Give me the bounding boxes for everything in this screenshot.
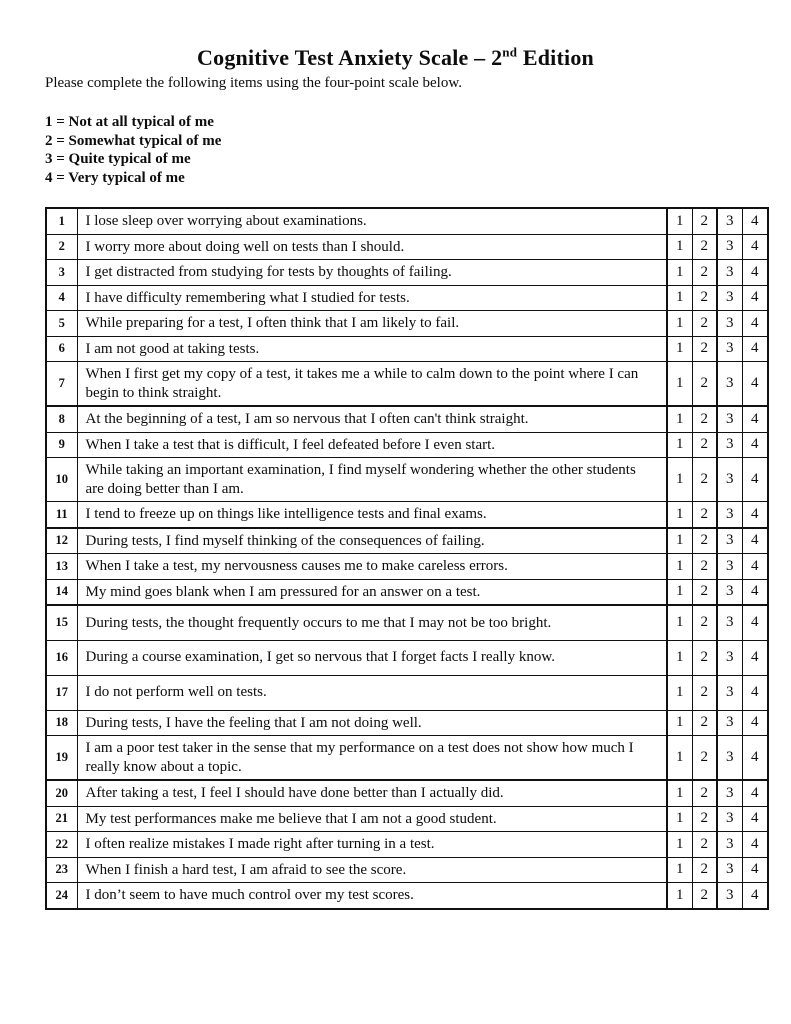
rating-option-1[interactable]: 1 [667,640,692,675]
rating-option-4[interactable]: 4 [742,311,768,337]
rating-option-1[interactable]: 1 [667,857,692,883]
item-statement: I have difficulty remembering what I studied for tests. [77,285,667,311]
item-number: 17 [46,675,77,710]
rating-option-4[interactable]: 4 [742,780,768,806]
rating-option-1[interactable]: 1 [667,336,692,362]
rating-option-3[interactable]: 3 [717,640,742,675]
table-row [46,406,768,432]
legend-item: 1 = Not at all typical of me [45,114,214,130]
rating-option-3[interactable]: 3 [717,883,742,909]
table-row [46,554,768,580]
item-number: 15 [46,605,77,640]
item-statement: After taking a test, I feel I should have done better than I actually did. [77,780,667,806]
item-number: 21 [46,806,77,832]
rating-option-2[interactable]: 2 [692,832,717,858]
table-row [46,208,768,234]
rating-option-1[interactable]: 1 [667,675,692,710]
rating-scale-legend [45,113,791,187]
rating-option-1[interactable]: 1 [667,285,692,311]
item-number: 14 [46,579,77,605]
table-row [46,736,768,781]
rating-option-3[interactable]: 3 [717,780,742,806]
rating-option-3[interactable]: 3 [717,736,742,781]
rating-option-1[interactable]: 1 [667,832,692,858]
rating-option-4[interactable]: 4 [742,736,768,781]
rating-option-1[interactable]: 1 [667,780,692,806]
table-row [46,832,768,858]
rating-option-2[interactable]: 2 [692,780,717,806]
items-table [45,207,769,910]
rating-option-3[interactable]: 3 [717,234,742,260]
item-statement: I tend to freeze up on things like intelligence tests and final exams. [77,502,667,528]
item-statement: My mind goes blank when I am pressured for an answer on a test. [77,579,667,605]
table-row [46,780,768,806]
instruction-text: Please complete the following items using the four-point scale below. [45,75,462,91]
table-row [46,710,768,736]
item-number: 24 [46,883,77,909]
table-row [46,528,768,554]
rating-option-3[interactable]: 3 [717,458,742,502]
rating-option-3[interactable]: 3 [717,710,742,736]
rating-option-2[interactable]: 2 [692,605,717,640]
item-statement: I lose sleep over worrying about examinations. [77,208,667,234]
item-statement: I get distracted from studying for tests by thoughts of failing. [77,260,667,286]
item-number: 23 [46,857,77,883]
rating-option-4[interactable]: 4 [742,640,768,675]
rating-option-4[interactable]: 4 [742,710,768,736]
rating-option-1[interactable]: 1 [667,458,692,502]
item-number: 13 [46,554,77,580]
page-title [0,44,791,71]
item-statement: During a course examination, I get so nervous that I forget facts I really know. [77,640,667,675]
table-row [46,458,768,502]
rating-option-3[interactable]: 3 [717,362,742,407]
item-number: 6 [46,336,77,362]
rating-option-3[interactable]: 3 [717,311,742,337]
item-statement: When I first get my copy of a test, it takes me a while to calm down to the point where I can begin to think straight. [77,362,667,407]
rating-option-2[interactable]: 2 [692,234,717,260]
title-superscript: nd [502,44,518,60]
item-number: 19 [46,736,77,781]
item-statement: While preparing for a test, I often think that I am likely to fail. [77,311,667,337]
item-number: 11 [46,502,77,528]
rating-option-1[interactable]: 1 [667,234,692,260]
title-suffix: Edition [517,45,594,70]
rating-option-3[interactable]: 3 [717,336,742,362]
rating-option-2[interactable]: 2 [692,260,717,286]
rating-option-4[interactable]: 4 [742,554,768,580]
item-statement: My test performances make me believe that I am not a good student. [77,806,667,832]
item-statement: During tests, I have the feeling that I am not doing well. [77,710,667,736]
rating-option-4[interactable]: 4 [742,883,768,909]
table-row [46,806,768,832]
rating-option-1[interactable]: 1 [667,406,692,432]
title-text: Cognitive Test Anxiety Scale – 2 [197,45,503,70]
rating-option-1[interactable]: 1 [667,710,692,736]
rating-option-1[interactable]: 1 [667,208,692,234]
rating-option-1[interactable]: 1 [667,736,692,781]
rating-option-3[interactable]: 3 [717,285,742,311]
rating-option-1[interactable]: 1 [667,579,692,605]
item-statement: During tests, the thought frequently occurs to me that I may not be too bright. [77,605,667,640]
item-number: 3 [46,260,77,286]
rating-option-3[interactable]: 3 [717,857,742,883]
table-row [46,336,768,362]
item-statement: I am not good at taking tests. [77,336,667,362]
rating-option-2[interactable]: 2 [692,458,717,502]
table-row [46,883,768,909]
rating-option-1[interactable]: 1 [667,883,692,909]
rating-option-1[interactable]: 1 [667,502,692,528]
rating-option-3[interactable]: 3 [717,832,742,858]
rating-option-4[interactable]: 4 [742,285,768,311]
rating-option-4[interactable]: 4 [742,260,768,286]
rating-option-2[interactable]: 2 [692,311,717,337]
rating-option-3[interactable]: 3 [717,432,742,458]
rating-option-2[interactable]: 2 [692,362,717,407]
rating-option-2[interactable]: 2 [692,432,717,458]
rating-option-4[interactable]: 4 [742,806,768,832]
rating-option-4[interactable]: 4 [742,336,768,362]
item-statement: I am a poor test taker in the sense that my performance on a test does not show how much I really know about a topic. [77,736,667,781]
item-statement: I often realize mistakes I made right after turning in a test. [77,832,667,858]
table-row [46,857,768,883]
rating-option-3[interactable]: 3 [717,502,742,528]
item-number: 2 [46,234,77,260]
table-row [46,285,768,311]
rating-option-3[interactable]: 3 [717,605,742,640]
rating-option-2[interactable]: 2 [692,806,717,832]
table-row [46,640,768,675]
item-number: 8 [46,406,77,432]
item-statement: When I take a test, my nervousness causes me to make careless errors. [77,554,667,580]
table-row [46,234,768,260]
item-statement: I do not perform well on tests. [77,675,667,710]
table-row [46,260,768,286]
rating-option-2[interactable]: 2 [692,208,717,234]
rating-option-4[interactable]: 4 [742,502,768,528]
table-row [46,605,768,640]
rating-option-4[interactable]: 4 [742,605,768,640]
rating-option-4[interactable]: 4 [742,208,768,234]
legend-item: 4 = Very typical of me [45,169,185,186]
rating-option-2[interactable]: 2 [692,675,717,710]
item-statement: During tests, I find myself thinking of the consequences of failing. [77,528,667,554]
rating-option-4[interactable]: 4 [742,857,768,883]
rating-option-2[interactable]: 2 [692,528,717,554]
rating-option-2[interactable]: 2 [692,502,717,528]
rating-option-2[interactable]: 2 [692,579,717,605]
rating-option-2[interactable]: 2 [692,640,717,675]
rating-option-2[interactable]: 2 [692,336,717,362]
rating-option-4[interactable]: 4 [742,234,768,260]
table-row [46,579,768,605]
item-number: 20 [46,780,77,806]
rating-option-4[interactable]: 4 [742,432,768,458]
rating-option-4[interactable]: 4 [742,362,768,407]
rating-option-2[interactable]: 2 [692,857,717,883]
rating-option-4[interactable]: 4 [742,406,768,432]
table-row [46,502,768,528]
rating-option-3[interactable]: 3 [717,579,742,605]
table-row [46,311,768,337]
rating-option-1[interactable]: 1 [667,605,692,640]
table-row [46,432,768,458]
rating-option-2[interactable]: 2 [692,883,717,909]
rating-option-4[interactable]: 4 [742,579,768,605]
rating-option-4[interactable]: 4 [742,458,768,502]
item-number: 1 [46,208,77,234]
rating-option-3[interactable]: 3 [717,675,742,710]
item-statement: When I take a test that is difficult, I feel defeated before I even start. [77,432,667,458]
item-number: 16 [46,640,77,675]
rating-option-2[interactable]: 2 [692,736,717,781]
rating-option-2[interactable]: 2 [692,554,717,580]
item-statement: At the beginning of a test, I am so nervous that I often can't think straight. [77,406,667,432]
legend-item: 3 = Quite typical of me [45,151,191,167]
item-number: 22 [46,832,77,858]
item-number: 12 [46,528,77,554]
rating-option-3[interactable]: 3 [717,208,742,234]
item-number: 10 [46,458,77,502]
item-statement: I worry more about doing well on tests than I should. [77,234,667,260]
rating-option-1[interactable]: 1 [667,806,692,832]
item-number: 4 [46,285,77,311]
rating-option-1[interactable]: 1 [667,311,692,337]
items-table-body [46,208,768,909]
item-statement: I don’t seem to have much control over my test scores. [77,883,667,909]
rating-option-1[interactable]: 1 [667,528,692,554]
item-statement: When I finish a hard test, I am afraid to see the score. [77,857,667,883]
rating-option-2[interactable]: 2 [692,710,717,736]
item-number: 18 [46,710,77,736]
rating-option-2[interactable]: 2 [692,406,717,432]
rating-option-3[interactable]: 3 [717,260,742,286]
rating-option-4[interactable]: 4 [742,675,768,710]
item-statement: While taking an important examination, I find myself wondering whether the other students are doing better than I am. [77,458,667,502]
rating-option-3[interactable]: 3 [717,806,742,832]
rating-option-1[interactable]: 1 [667,362,692,407]
item-number: 5 [46,311,77,337]
rating-option-1[interactable]: 1 [667,432,692,458]
table-row [46,362,768,407]
legend-item: 2 = Somewhat typical of me [45,132,222,149]
rating-option-3[interactable]: 3 [717,554,742,580]
table-row [46,675,768,710]
rating-option-3[interactable]: 3 [717,528,742,554]
rating-option-3[interactable]: 3 [717,406,742,432]
item-number: 9 [46,432,77,458]
rating-option-4[interactable]: 4 [742,528,768,554]
rating-option-1[interactable]: 1 [667,260,692,286]
rating-option-1[interactable]: 1 [667,554,692,580]
rating-option-4[interactable]: 4 [742,832,768,858]
rating-option-2[interactable]: 2 [692,285,717,311]
item-number: 7 [46,362,77,407]
